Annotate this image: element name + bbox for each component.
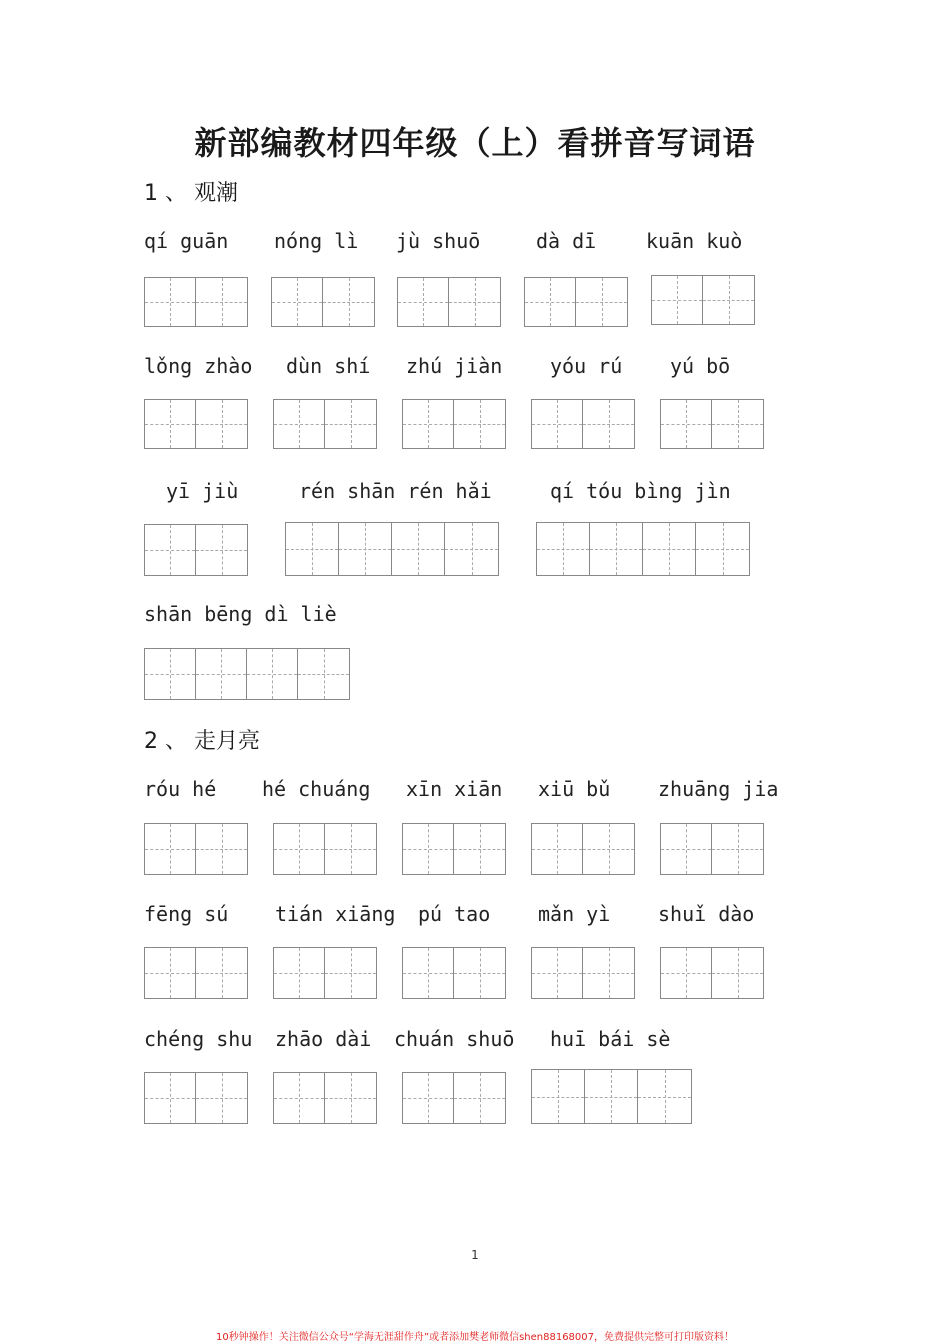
writing-grid[interactable] (402, 947, 506, 999)
writing-grid[interactable] (144, 1072, 248, 1124)
pinyin-label: chuán shuō (394, 1027, 515, 1051)
writing-grid[interactable] (402, 1072, 506, 1124)
writing-grid[interactable] (271, 277, 375, 327)
writing-grid[interactable] (144, 277, 248, 327)
writing-grid[interactable] (144, 823, 248, 875)
pinyin-label: qí guān (144, 229, 229, 253)
writing-grid[interactable] (285, 522, 499, 576)
writing-grid[interactable] (660, 823, 764, 875)
pinyin-label: lǒng zhào (144, 354, 253, 378)
writing-grid[interactable] (144, 399, 248, 449)
pinyin-label: dà dī (536, 229, 597, 253)
pinyin-label: yóu rú (550, 354, 623, 378)
pinyin-label: zhú jiàn (406, 354, 503, 378)
pinyin-label: dùn shí (286, 354, 371, 378)
pinyin-label: jù shuō (396, 229, 481, 253)
page-title: 新部编教材四年级（上）看拼音写词语 (194, 124, 756, 162)
writing-grid[interactable] (531, 1069, 692, 1124)
writing-grid[interactable] (273, 1072, 377, 1124)
writing-grid[interactable] (144, 947, 248, 999)
pinyin-label: nóng lì (274, 229, 359, 253)
pinyin-label: tián xiāng (275, 902, 396, 926)
writing-grid[interactable] (531, 399, 635, 449)
writing-grid[interactable] (531, 947, 635, 999)
writing-grid[interactable] (524, 277, 628, 327)
pinyin-label: yī jiù (166, 479, 239, 503)
pinyin-label: shuǐ dào (658, 902, 755, 926)
page-number: 1 (471, 1248, 479, 1262)
pinyin-label: zhuāng jia (658, 777, 779, 801)
writing-grid[interactable] (397, 277, 501, 327)
pinyin-label: mǎn yì (538, 902, 611, 926)
writing-grid[interactable] (660, 947, 764, 999)
section-heading-zouyueliang: 2 、 走月亮 (144, 729, 260, 754)
pinyin-label: rén shān rén hǎi (299, 479, 492, 503)
footer-notice: 10秒钟操作！关注微信公众号“学海无涯甜作舟”或者添加樊老师微信shen88168007，免费提供完整可打印版资料！ (215, 1332, 735, 1343)
writing-grid[interactable] (144, 524, 248, 576)
pinyin-label: yú bō (670, 354, 731, 378)
writing-grid[interactable] (536, 522, 750, 576)
pinyin-label: róu hé (144, 777, 217, 801)
writing-grid[interactable] (273, 947, 377, 999)
pinyin-label: shān bēng dì liè (144, 602, 337, 626)
writing-grid[interactable] (402, 823, 506, 875)
writing-grid[interactable] (651, 275, 755, 325)
pinyin-label: kuān kuò (646, 229, 743, 253)
pinyin-label: zhāo dài (275, 1027, 372, 1051)
pinyin-label: chéng shu (144, 1027, 253, 1051)
pinyin-label: xīn xiān (406, 777, 503, 801)
writing-grid[interactable] (660, 399, 764, 449)
pinyin-label: fēng sú (144, 902, 229, 926)
writing-grid[interactable] (531, 823, 635, 875)
pinyin-label: qí tóu bìng jìn (550, 479, 731, 503)
writing-grid[interactable] (273, 823, 377, 875)
pinyin-label: xiū bǔ (538, 777, 611, 801)
pinyin-label: huī bái sè (550, 1027, 671, 1051)
writing-grid[interactable] (402, 399, 506, 449)
pinyin-label: hé chuáng (262, 777, 371, 801)
writing-grid[interactable] (273, 399, 377, 449)
section-heading-guanchao: 1 、 观潮 (144, 181, 238, 206)
pinyin-label: pú tao (418, 902, 491, 926)
writing-grid[interactable] (144, 648, 350, 700)
